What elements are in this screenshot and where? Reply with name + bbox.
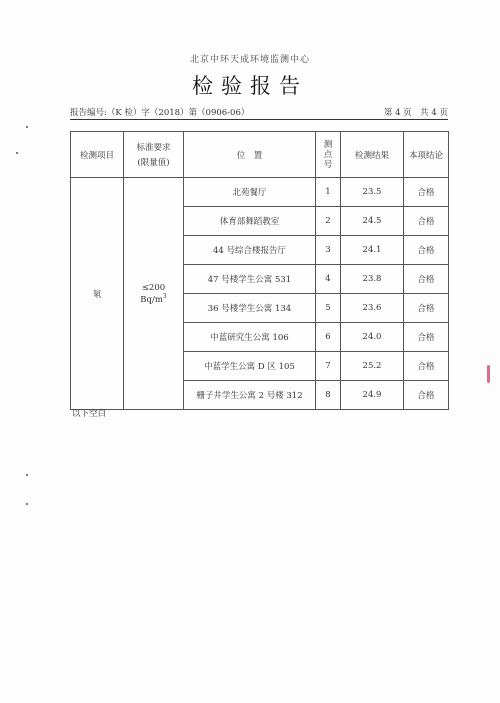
conclusion-cell: 合格	[404, 352, 449, 381]
organization-name: 北京中环天成环境监测中心	[189, 55, 310, 65]
report-title: 检验报告	[192, 74, 308, 98]
blank-below-remark: 以下空白	[72, 409, 107, 419]
header-standard-line2: (限量值)	[137, 158, 170, 168]
result-cell: 24.5	[341, 207, 404, 236]
header-divider	[70, 119, 448, 120]
item-cell: 氡	[71, 178, 124, 410]
conclusion-cell: 合格	[404, 294, 449, 323]
table-row	[71, 178, 449, 207]
conclusion-cell: 合格	[404, 265, 449, 294]
location-cell: 北苑餐厅	[184, 178, 316, 207]
result-cell: 23.8	[341, 265, 404, 294]
header-result: 检测结果	[341, 132, 404, 178]
inspection-table	[70, 131, 449, 410]
header-standard-line1: 标准要求	[136, 143, 171, 153]
point-no-cell: 6	[316, 323, 341, 352]
conclusion-cell: 合格	[404, 207, 449, 236]
scan-dot	[26, 126, 28, 128]
scan-dot	[26, 503, 28, 505]
standard-unit-wrap	[124, 293, 183, 305]
header-point-no	[316, 132, 341, 178]
header-item: 检测项目	[71, 132, 124, 178]
header-conclusion: 本项结论	[404, 132, 449, 178]
location-cell: 47 号楼学生公寓 531	[184, 265, 316, 294]
point-no-cell: 2	[316, 207, 341, 236]
conclusion-cell: 合格	[404, 236, 449, 265]
point-no-cell: 3	[316, 236, 341, 265]
page-info: 第 4 页 共 4 页	[383, 108, 448, 118]
conclusion-cell: 合格	[404, 381, 449, 410]
result-cell: 24.1	[341, 236, 404, 265]
scan-dot	[16, 152, 18, 154]
result-cell: 24.0	[341, 323, 404, 352]
location-cell: 44 号综合楼报告厅	[184, 236, 316, 265]
table-header-row	[71, 132, 449, 178]
location-cell: 栅子井学生公寓 2 号楼 312	[184, 381, 316, 410]
conclusion-cell: 合格	[404, 323, 449, 352]
location-cell: 体育部舞蹈教室	[184, 207, 316, 236]
header-point-no-text: 测点号	[323, 139, 333, 170]
standard-value: ≤200	[141, 282, 166, 293]
location-cell: 36 号楼学生公寓 134	[184, 294, 316, 323]
location-cell: 中蓝学生公寓 D 区 105	[184, 352, 316, 381]
conclusion-cell: 合格	[404, 178, 449, 207]
point-no-cell: 4	[316, 265, 341, 294]
result-cell: 23.5	[341, 178, 404, 207]
point-no-cell: 1	[316, 178, 341, 207]
scan-dot	[26, 474, 28, 476]
point-no-cell: 7	[316, 352, 341, 381]
header-standard	[124, 132, 184, 178]
report-number: 报告编号:（K 检）字（2018）第（0906-06）	[70, 108, 250, 118]
red-ink-mark	[487, 365, 490, 383]
header-location: 位 置	[184, 132, 316, 178]
standard-cell	[124, 178, 184, 410]
result-cell: 24.9	[341, 381, 404, 410]
standard-unit: Bq/m	[140, 294, 163, 305]
point-no-cell: 5	[316, 294, 341, 323]
result-cell: 23.6	[341, 294, 404, 323]
point-no-cell: 8	[316, 381, 341, 410]
result-cell: 25.2	[341, 352, 404, 381]
location-cell: 中蓝研究生公寓 106	[184, 323, 316, 352]
standard-unit-exponent: 3	[162, 292, 167, 300]
